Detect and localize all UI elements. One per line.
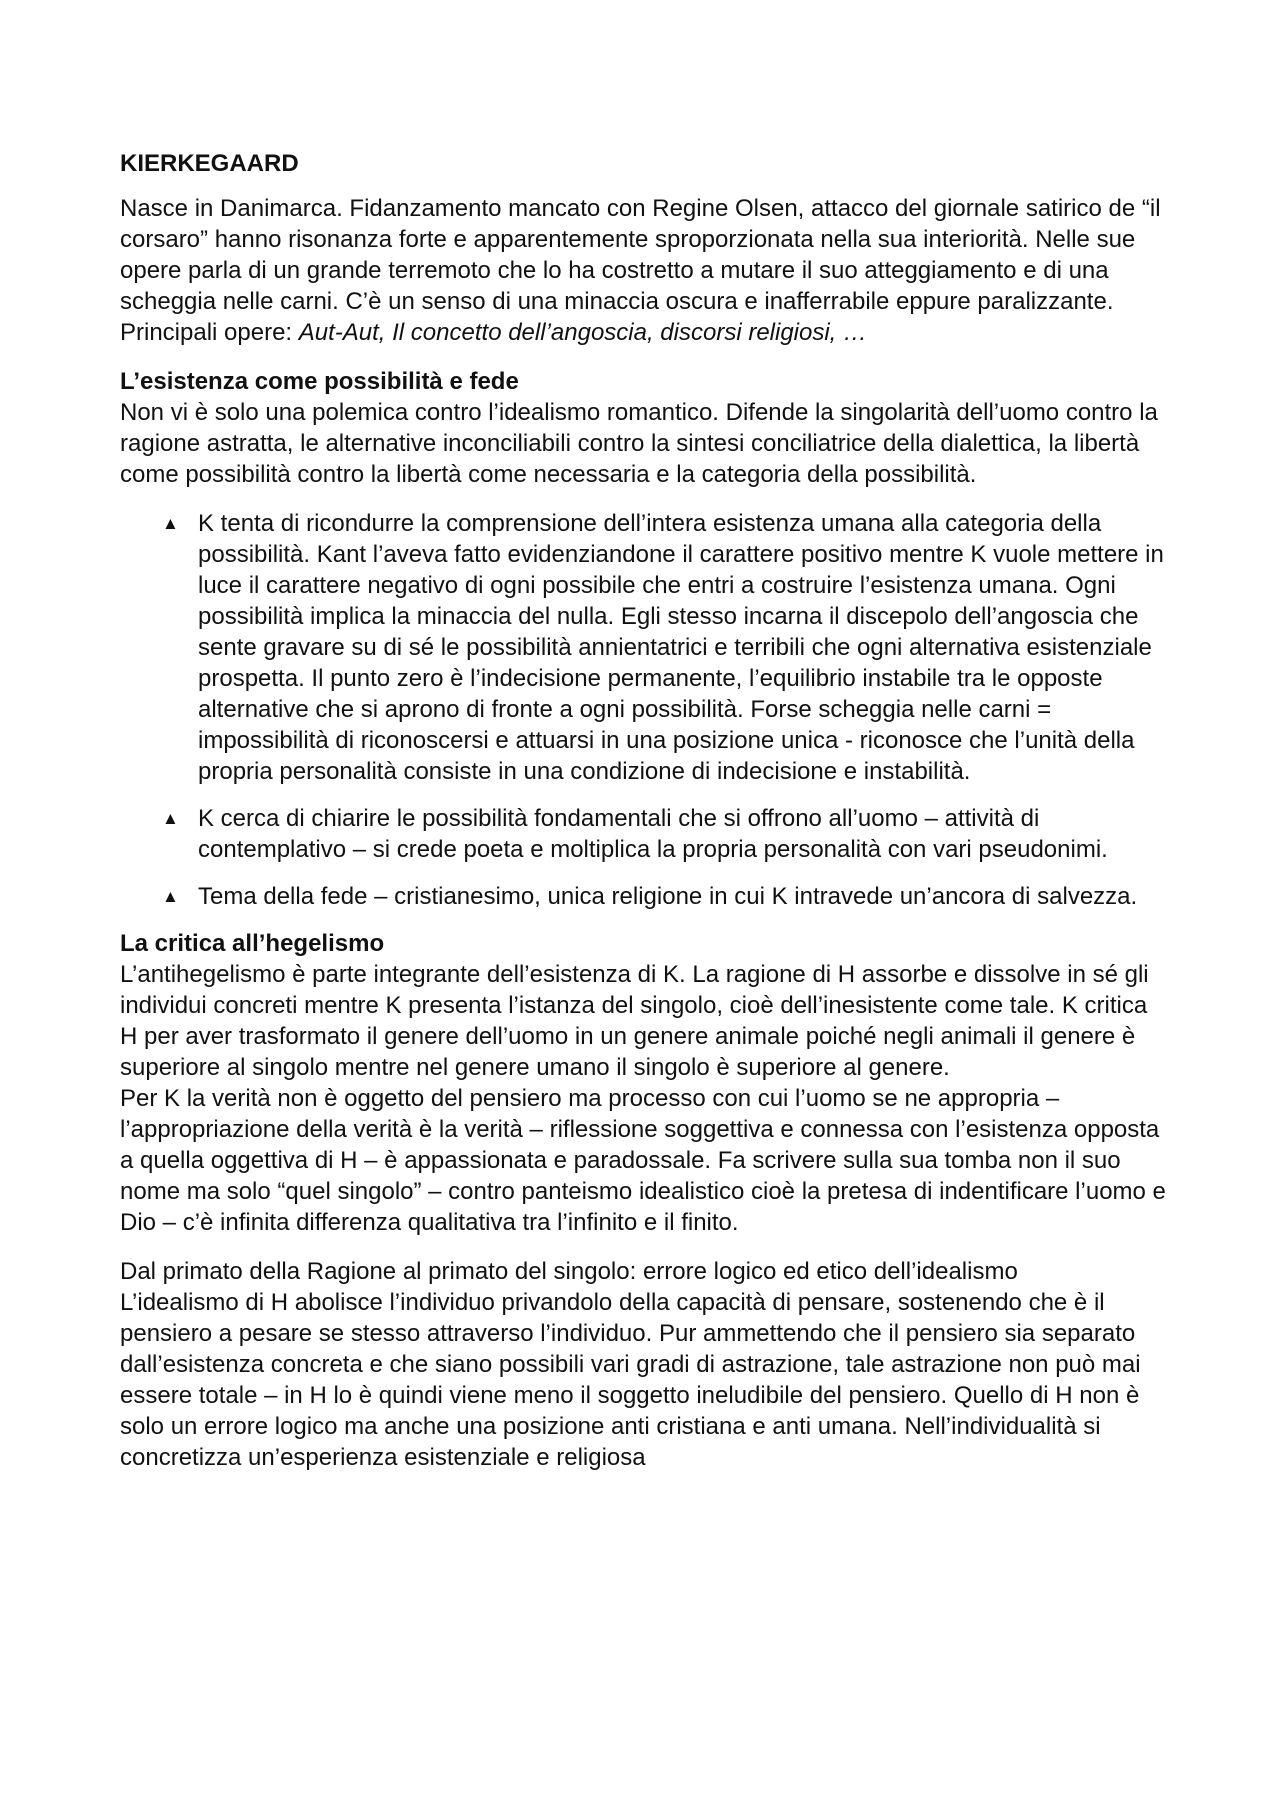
- intro-paragraph: [120, 193, 1170, 348]
- triangle-bullet-icon: ▲: [162, 887, 179, 906]
- section-existence-paragraph: Non vi è solo una polemica contro l’idealismo romantico. Difende la singolarità dell’uomo contro la ragione astratta, le alternative inconciliabili contro la sintesi conciliatrice della dialettica, la libertà come possibilità contro la libertà come necessaria e la categoria della possibilità.: [120, 399, 1158, 488]
- section-heading-primacy: Dal primato della Ragione al primato del singolo: errore logico ed etico dell’idealismo: [120, 1258, 1018, 1285]
- section-heading-existence: L’esistenza come possibilità e fede: [120, 368, 519, 395]
- section-hegelism-paragraph-2: Per K la verità non è oggetto del pensiero ma processo con cui l’uomo se ne appropria – l’appropriazione della verità è la verità – riflessione soggettiva e connessa con l’esistenza opposta a quella oggettiva di H – è appassionata e paradossale. Fa scrivere sulla sua tomba non il suo nome ma solo “quel singolo” – contro panteismo idealistico cioè la pretesa di indentificare l’uomo e Dio – c’è infinita differenza qualitativa tra l’infinito e il finito.: [120, 1085, 1166, 1236]
- bullet-item: [120, 881, 1170, 912]
- section-heading-hegelism: La critica all’hegelismo: [120, 930, 385, 957]
- intro-text: Nasce in Danimarca. Fidanzamento mancato con Regine Olsen, attacco del giornale satirico de “il corsaro” hanno risonanza forte e apparentemente sproporzionata nella sua interiorità. Nelle sue opere parla di un grande terremoto che lo ha costretto a mutare il suo atteggiamento e di una scheggia nelle carni. C’è un senso di una minaccia oscura e inafferrabile eppure paralizzante. Principali opere:: [120, 195, 1161, 346]
- section-primacy-paragraph: L’idealismo di H abolisce l’individuo privandolo della capacità di pensare, sostenendo che è il pensiero a pesare se stesso attraverso l’individuo. Pur ammettendo che il pensiero sia separato dall’esistenza concreta e che siano possibili vari gradi di astrazione, tale astrazione non può mai essere totale – in H lo è quindi viene meno il soggetto ineludibile del pensiero. Quello di H non è solo un errore logico ma anche una posizione anti cristiana e anti umana. Nell’individualità si concretizza un’esperienza esistenziale e religiosa: [120, 1289, 1141, 1471]
- bullet-item: [120, 508, 1170, 787]
- section-hegelism-paragraph-1: L’antihegelismo è parte integrante dell’esistenza di K. La ragione di H assorbe e dissolve in sé gli individui concreti mentre K presenta l’istanza del singolo, cioè dell’inesistente come tale. K critica H per aver trasformato il genere dell’uomo in un genere animale poiché negli animali il genere è superiore al singolo mentre nel genere umano il singolo è superiore al genere.: [120, 961, 1149, 1081]
- intro-works: Aut-Aut, Il concetto dell’angoscia, discorsi religiosi, …: [298, 319, 868, 346]
- bullet-item: [120, 803, 1170, 865]
- bullet-text: K tenta di ricondurre la comprensione dell’intera esistenza umana alla categoria della possibilità. Kant l’aveva fatto evidenziandone il carattere positivo mentre K vuole mettere in luce il carattere negativo di ogni possibile che entri a costruire l’esistenza umana. Ogni possibilità implica la minaccia del nulla. Egli stesso incarna il discepolo dell’angoscia che sente gravare su di sé le possibilità annientatrici e terribili che ogni alternativa esistenziale prospetta. Il punto zero è l’indecisione permanente, l’equilibrio instabile tra le opposte alternative che si aprono di fronte a ogni possibilità. Forse scheggia nelle carni = impossibilità di riconoscersi e attuarsi in una posizione unica - riconosce che l’unità della propria personalità consiste in una condizione di indecisione e instabilità.: [198, 510, 1164, 785]
- bullet-text: Tema della fede – cristianesimo, unica religione in cui K intravede un’ancora di salvezza.: [198, 883, 1138, 910]
- triangle-bullet-icon: ▲: [162, 514, 179, 533]
- document-page: [120, 148, 1170, 1473]
- bullet-text: K cerca di chiarire le possibilità fondamentali che si offrono all’uomo – attività di contemplativo – si crede poeta e moltiplica la propria personalità con vari pseudonimi.: [198, 805, 1108, 863]
- document-title: KIERKEGAARD: [120, 150, 299, 177]
- existence-bullet-list: [120, 508, 1170, 912]
- triangle-bullet-icon: ▲: [162, 809, 179, 828]
